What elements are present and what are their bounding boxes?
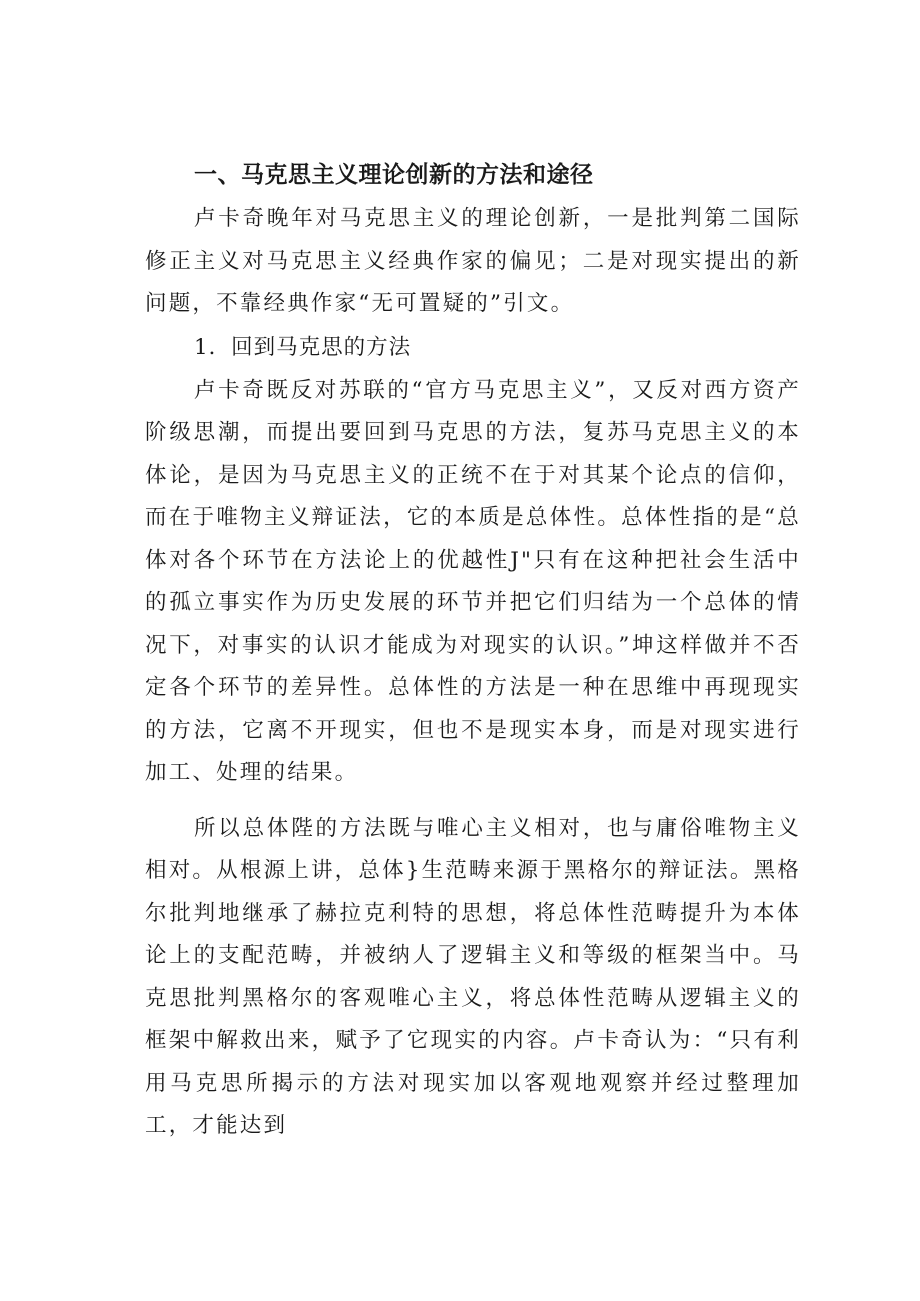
paragraph-intro: 卢卡奇晚年对马克思主义的理论创新，一是批判第二国际修正主义对马克思主义经典作家的偏见；二是对现实提出的新问题，不靠经典作家“无可置疑的”引文。 bbox=[145, 206, 801, 316]
paragraph-method: 卢卡奇既反对苏联的“官方马克思主义”，又反对西方资产阶级思潮，而提出要回到马克思的方法，复苏马克思主义的本体论，是因为马克思主义的正统不在于对其某个论点的信仰，而在于唯物主义辩证法，它的本质是总体性。总体性指的是“总体对各个环节在方法论上的优越性J"只有在这种把社会生活中的孤立事实作为历史发展的环节并把它们归结为一个总体的情况下，对事实的认识才能成为对现实的认识。”坤这样做并不否定各个环节的差异性。总体性的方法是一种在思维中再现现实的方法，它离不开现实，但也不是现实本身，而是对现实进行加工、处理的结果。 bbox=[145, 377, 801, 785]
paragraph-totality: 所以总体陛的方法既与唯心主义相对，也与庸俗唯物主义相对。从根源上讲，总体}生范畴来源于黑格尔的辩证法。黑格尔批判地继承了赫拉克利特的思想，将总体性范畴提升为本体论上的支配范畴，并被纳人了逻辑主义和等级的框架当中。马克思批判黑格尔的客观唯心主义，将总体性范畴从逻辑主义的框架中解救出来，赋予了它现实的内容。卢卡奇认为：“只有利用马克思所揭示的方法对现实加以客观地观察并经过整理加工，才能达到 bbox=[145, 815, 801, 1138]
document-page bbox=[145, 154, 801, 1148]
section-heading: 一、马克思主义理论创新的方法和途径 bbox=[194, 162, 594, 188]
subsection-heading: 1．回到马克思的方法 bbox=[194, 334, 412, 360]
